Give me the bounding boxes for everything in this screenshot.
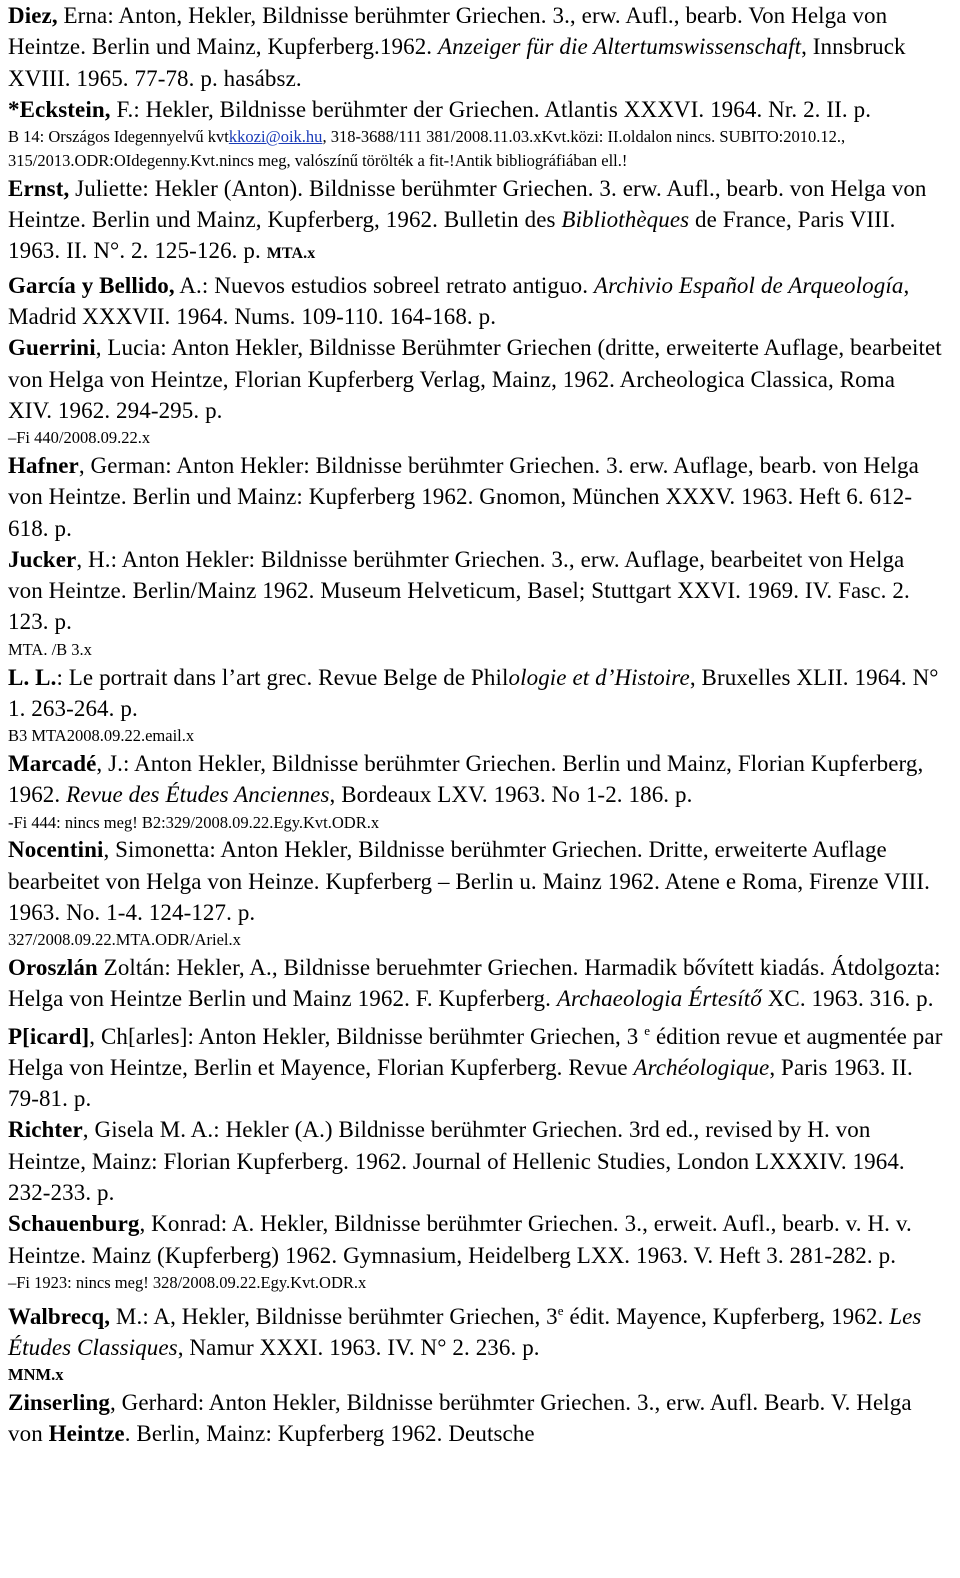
text-fragment: , Paris 1963. II. 79-81. p. (8, 1054, 913, 1112)
email-link[interactable]: kkozi@oik.hu (228, 127, 323, 147)
text-fragment: A.: Nuevos estudios sobreel retrato antiguo. (174, 272, 594, 298)
citation-text (8, 544, 944, 638)
text-fragment: –Fi 1923: nincs meg! 328/2008.09.22.Egy.Kvt.ODR.x (8, 1272, 367, 1292)
journal-title: ologie et d’Histoire (508, 664, 690, 690)
citation-text (8, 94, 944, 125)
text-fragment: M.: A, Hekler, Bildnisse berühmter Griechen, 3 (110, 1303, 558, 1329)
author-name: Schauenburg (8, 1211, 140, 1237)
library-note (8, 125, 944, 173)
author-name: P[icard] (8, 1023, 90, 1049)
bibliography-entry (8, 1208, 944, 1294)
text-fragment: , Bruxelles XLII. 1964. N° 1. 263-264. p. (8, 664, 939, 721)
text-fragment: , Lucia: Anton Hekler, Bildnisse Berühmter Griechen (dritte, erweiterte Auflage, bearbeitet von Helga von Heintze, Florian Kupferberg Verlag, Mainz, 1962. Archeologica Classica, Roma XIV. 1962. 294-295. p. (8, 335, 942, 423)
citation-text (8, 270, 944, 333)
citation-text (8, 748, 944, 811)
author-name: Walbrecq, (8, 1303, 111, 1329)
citation-text (8, 1015, 944, 1115)
bibliography-entry (8, 450, 944, 544)
bibliography-entry (8, 662, 944, 748)
citation-text (8, 332, 944, 426)
text-fragment: F.: Hekler, Bildnisse berühmter der Griechen. Atlantis XXXVI. 1964. Nr. 2. II. p. (110, 96, 872, 122)
author-name: Diez, (8, 3, 58, 28)
library-note (8, 1271, 944, 1295)
bibliography-entry (8, 173, 944, 270)
text-fragment: , German: Anton Hekler: Bildnisse berühmter Griechen. 3. erw. Auflage, bearb. von Helga von Heintze. Berlin und Mainz: Kupferberg 1962. Gnomon, München XXXV. 1963. Heft 6. 612-618. p. (8, 452, 919, 541)
text-fragment: , Madrid XXXVII. 1964. Nums. 109-110. 164-168. p. (8, 272, 910, 329)
author-name: García y Bellido, (8, 272, 175, 298)
bibliography-entry (8, 1387, 944, 1450)
journal-title: Revue des Études Anciennes (66, 782, 330, 808)
text-fragment: , Gerhard: Anton Hekler, Bildnisse berühmter Griechen. 3., erw. Aufl. Bearb. V. Helga von (8, 1390, 912, 1447)
text-fragment: édition revue et augmentée par Helga von Heintze, Berlin et Mayence, Florian Kupferberg. Revue (8, 1023, 943, 1080)
text-fragment: -Fi 444: nincs meg! B2:329/2008.09.22.Egy.Kvt.ODR.x (8, 812, 380, 832)
author-name: Richter (8, 1117, 83, 1143)
author-name: Nocentini (8, 837, 104, 863)
text-fragment: , Innsbruck XVIII. 1965. 77-78. p. hasábsz. (8, 34, 906, 91)
text-fragment: MTA.x (266, 245, 316, 263)
bibliography-entry (8, 0, 944, 173)
text-fragment: Zoltán: Hekler, A., Bildnisse beruehmter Griechen. Harmadik bővített kiadás. Átdolgozta: Helga von Heintze Berlin und Mainz 1962. F. Kupferberg. (8, 955, 941, 1012)
text-fragment: , Simonetta: Anton Hekler, Bildnisse berühmter Griechen. Dritte, erweiterte Auflage bearbeitet von Helga von Heinze. Kupferberg – Berlin u. Mainz 1962. Atene e Roma, Firenze VIII. 1963. No. 1-4. 124-127. p. (8, 837, 930, 925)
text-fragment: , Namur XXXI. 1963. IV. N° 2. 236. p. (177, 1335, 540, 1361)
library-note (8, 638, 944, 662)
text-fragment: , J.: Anton Hekler, Bildnisse berühmter Griechen. Berlin und Mainz, Florian Kupferberg, 1962. (8, 750, 924, 808)
text-fragment: : Le portrait dans l’art grec. Revue Belge de Phil (56, 664, 509, 690)
text-fragment: Heintze (48, 1421, 125, 1447)
bibliography-entry (8, 952, 944, 1015)
text-fragment: XC. 1963. 316. p. (761, 986, 934, 1012)
text-fragment: . Berlin, Mainz: Kupferberg 1962. Deutsche (124, 1421, 535, 1447)
library-note (8, 426, 944, 450)
bibliography-entry (8, 834, 944, 952)
text-fragment: , Ch[arles]: Anton Hekler, Bildnisse berühmter Griechen, 3 (89, 1023, 645, 1049)
bibliography-entry (8, 1295, 944, 1387)
citation-text (8, 0, 944, 94)
author-name: Guerrini (8, 335, 96, 361)
library-note (8, 811, 944, 835)
text-fragment: , H.: Anton Hekler: Bildnisse berühmter Griechen. 3., erw. Auflage, bearbeitet von Helga von Heintze. Berlin/Mainz 1962. Museum Helveticum, Basel; Stuttgart XXVI. 1969. IV. Fasc. 2. 123. p. (8, 546, 910, 635)
text-fragment: , Bordeaux LXV. 1963. No 1-2. 186. p. (329, 782, 693, 808)
bibliography-entry (8, 1015, 944, 1115)
bibliography-entry (8, 270, 944, 333)
citation-text (8, 1208, 944, 1271)
journal-title: Bibliothèques (561, 207, 690, 233)
text-fragment: édit. Mayence, Kupferberg, 1962. (563, 1303, 890, 1329)
text-fragment: Juliette: Hekler (Anton). Bildnisse berühmter Griechen. 3. erw. Aufl., bearb. von Helga von Heintze. Berlin und Mainz, Kupferberg, 1962. Bulletin des (8, 175, 927, 233)
citation-text (8, 834, 944, 928)
library-note (8, 724, 944, 748)
author-name: Oroszlán (8, 955, 98, 980)
text-fragment: –Fi 440/2008.09.22.x (8, 428, 151, 448)
author-name: L. L. (8, 664, 57, 690)
text-fragment: B 14: Országos Idegennyelvű kvt (8, 127, 229, 147)
text-fragment: B3 MTA2008.09.22.email.x (8, 726, 195, 746)
text-fragment: Erna: Anton, Hekler, Bildnisse berühmter Griechen. 3., erw. Aufl., bearb. Von Helga von Heintze. Berlin und Mainz, Kupferberg.1962. (8, 3, 888, 60)
text-fragment: e (644, 1022, 651, 1038)
citation-text (8, 952, 944, 1015)
text-fragment: , 318-3688/111 381/2008.11.03.xKvt.közi: II.oldalon nincs. SUBITO:2010.12., 315/2013.ODR:OIdegenny.Kvt.nincs meg, valószínű törölték a fit-!Antik bibliográfiában ell.! (8, 127, 846, 170)
journal-title: Anzeiger für die Altertumswissenschaft (438, 34, 802, 60)
text-fragment: , Konrad: A. Hekler, Bildnisse berühmter Griechen. 3., erweit. Aufl., bearb. v. H. v. Heintze. Mainz (Kupferberg) 1962. Gymnasium, Heidelberg LXX. 1963. V. Heft 3. 281-282. p. (8, 1211, 912, 1268)
author-name: *Eckstein, (8, 96, 111, 122)
text-fragment: , Gisela M. A.: Hekler (A.) Bildnisse berühmter Griechen. 3rd ed., revised by H. von Heintze, Mainz: Florian Kupferberg. 1962. Journal of Hellenic Studies, London LXXXIV. 1964. 232-233. p. (8, 1117, 905, 1206)
library-note (8, 1363, 944, 1387)
author-name: Zinserling (8, 1390, 110, 1416)
journal-title: Archivio Español de Arqueología (593, 272, 904, 298)
author-name: Ernst, (8, 175, 70, 201)
text-fragment: de France, Paris VIII. 1963. II. N°. 2. 125-126. p. (8, 207, 896, 264)
bibliography-entry (8, 332, 944, 450)
author-name: Marcadé (8, 750, 97, 776)
bibliography-entry (8, 1114, 944, 1208)
bibliography-entry (8, 748, 944, 834)
bibliography-entry (8, 544, 944, 662)
library-note (8, 928, 944, 952)
journal-title: Archaeologia Értesítő (556, 986, 762, 1012)
text-fragment: 327/2008.09.22.MTA.ODR/Ariel.x (8, 930, 241, 950)
citation-text (8, 173, 944, 270)
citation-text (8, 1295, 944, 1364)
citation-text (8, 1114, 944, 1208)
citation-text (8, 662, 944, 725)
author-name: Jucker (8, 546, 77, 572)
author-name: Hafner (8, 452, 79, 478)
text-fragment: e (557, 1302, 564, 1318)
citation-text (8, 450, 944, 544)
text-fragment: MTA. /B 3.x (8, 639, 92, 659)
author-name: MNM.x (8, 1365, 64, 1385)
journal-title: Archéologique (633, 1054, 770, 1080)
citation-text (8, 1387, 944, 1450)
journal-title: Les Études Classiques (8, 1303, 922, 1361)
